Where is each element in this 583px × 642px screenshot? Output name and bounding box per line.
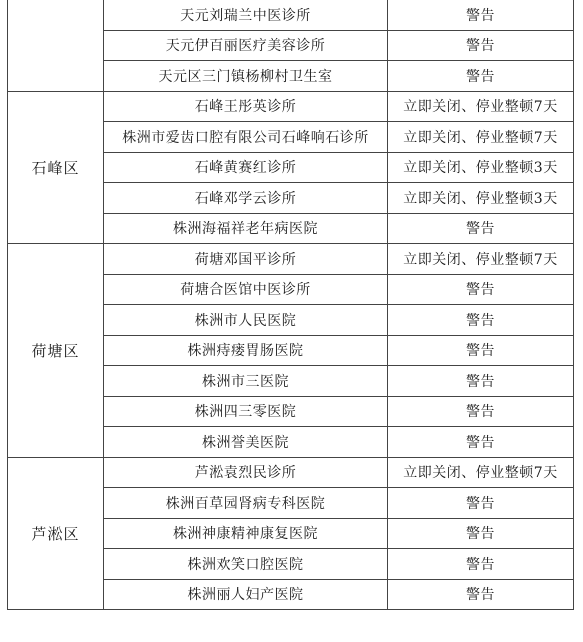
institution-name: 株洲市人民医院 (104, 305, 388, 336)
penalty-result: 警告 (388, 305, 574, 336)
institution-name: 株洲海福祥老年病医院 (104, 213, 388, 244)
penalty-result: 警告 (388, 30, 574, 61)
penalty-result: 警告 (388, 518, 574, 549)
institution-name: 株洲神康精神康复医院 (104, 518, 388, 549)
penalty-result: 警告 (388, 0, 574, 30)
penalty-result: 立即关闭、停业整顿7天 (388, 457, 574, 488)
institution-name: 石峰王彤英诊所 (104, 91, 388, 122)
penalty-result: 立即关闭、停业整顿7天 (388, 244, 574, 275)
institution-name: 天元刘瑞兰中医诊所 (104, 0, 388, 30)
institution-name: 株洲欢笑口腔医院 (104, 549, 388, 580)
penalty-result: 立即关闭、停业整顿3天 (388, 152, 574, 183)
penalty-result: 警告 (388, 366, 574, 397)
institution-name: 株洲百草园肾病专科医院 (104, 488, 388, 519)
institution-name: 石峰邓学云诊所 (104, 183, 388, 214)
institution-name: 荷塘合医馆中医诊所 (104, 274, 388, 305)
table-row (8, 457, 574, 488)
penalty-result: 警告 (388, 335, 574, 366)
district-cell (8, 0, 104, 91)
institution-name: 荷塘邓国平诊所 (104, 244, 388, 275)
penalty-table (7, 0, 574, 610)
penalty-result: 立即关闭、停业整顿7天 (388, 122, 574, 153)
district-cell: 芦淞区 (8, 457, 104, 610)
institution-name: 株洲市三医院 (104, 366, 388, 397)
penalty-result: 警告 (388, 579, 574, 610)
penalty-result: 警告 (388, 488, 574, 519)
district-cell: 石峰区 (8, 91, 104, 244)
institution-name: 天元区三门镇杨柳村卫生室 (104, 61, 388, 92)
institution-name: 芦淞袁烈民诊所 (104, 457, 388, 488)
penalty-result: 警告 (388, 427, 574, 458)
institution-name: 石峰黄赛红诊所 (104, 152, 388, 183)
institution-name: 株洲誉美医院 (104, 427, 388, 458)
institution-name: 株洲市爱齿口腔有限公司石峰响石诊所 (104, 122, 388, 153)
table-row (8, 244, 574, 275)
penalty-result: 警告 (388, 549, 574, 580)
penalty-result: 警告 (388, 213, 574, 244)
district-cell: 荷塘区 (8, 244, 104, 458)
table-row (8, 91, 574, 122)
table-row (8, 0, 574, 30)
penalty-result: 警告 (388, 396, 574, 427)
institution-name: 天元伊百丽医疗美容诊所 (104, 30, 388, 61)
penalty-result: 警告 (388, 61, 574, 92)
penalty-result: 立即关闭、停业整顿3天 (388, 183, 574, 214)
penalty-result: 警告 (388, 274, 574, 305)
institution-name: 株洲丽人妇产医院 (104, 579, 388, 610)
penalty-result: 立即关闭、停业整顿7天 (388, 91, 574, 122)
institution-name: 株洲四三零医院 (104, 396, 388, 427)
institution-name: 株洲痔瘘胃肠医院 (104, 335, 388, 366)
